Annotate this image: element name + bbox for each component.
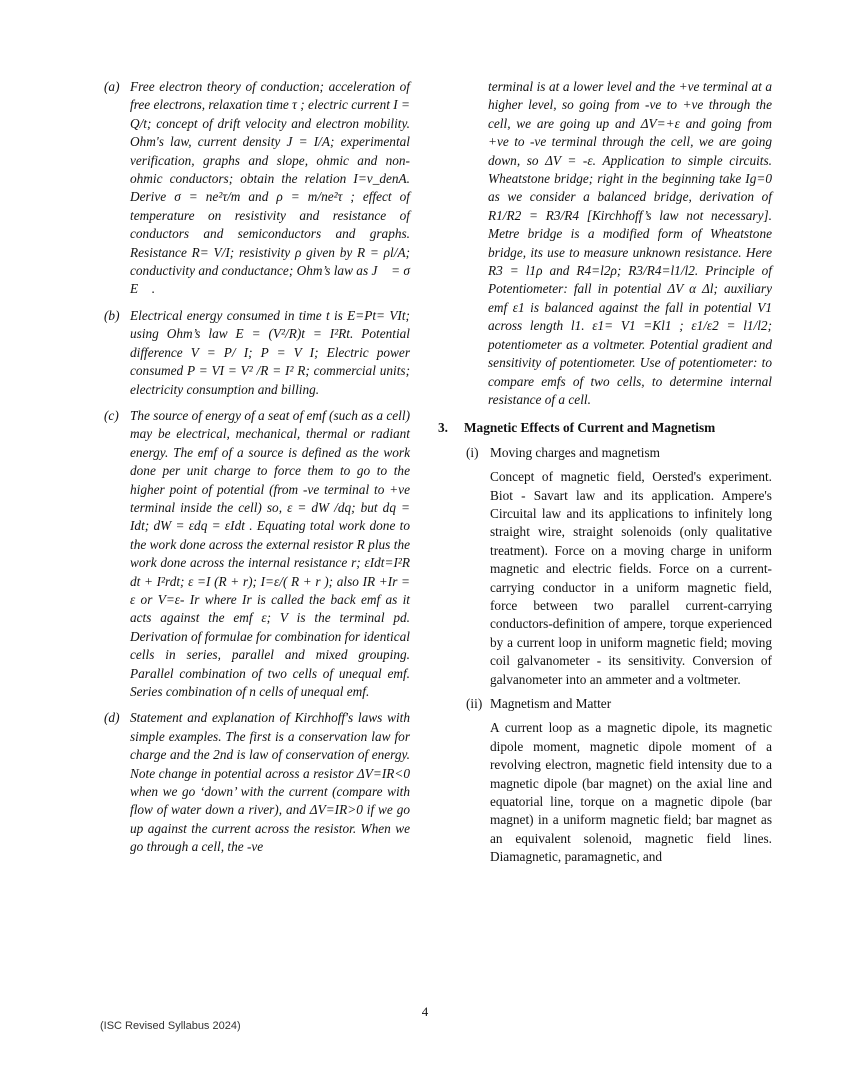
- subsection-label: (i): [466, 444, 479, 460]
- right-column: [438, 78, 772, 873]
- subsection-heading-i: [466, 444, 772, 462]
- list-item-c: [104, 407, 410, 702]
- subsection-text-i: Concept of magnetic field, Oersted's experiment. Biot - Savart law and its application. Ampere's Circuital law and its applications to infinitely long straight wire, straight solenoids (only qualitative treatment). Force on a moving charge in uniform magnetic and electric fields. Force on a current-carrying conductor in a uniform magnetic field, force between two parallel current-carrying conductors-definition of ampere, torque experienced by a current loop in uniform magnetic field; moving coil galvanometer - its sensitivity. Conversion of galvanometer into an ammeter and a voltmeter.: [490, 469, 772, 687]
- list-item-d: [104, 709, 410, 856]
- item-label: (c): [104, 407, 119, 423]
- subsection-heading-ii: [466, 695, 772, 713]
- item-text: Electrical energy consumed in time t is E=Pt= VIt; using Ohm’s law E = (V²/R)t = I²Rt. Potential difference V = P/ I; P = V I; Electric power consumed P = VI = V² /R = I² R; commercial units; electricity consumption and billing.: [130, 307, 410, 397]
- footer-text: (ISC Revised Syllabus 2024): [100, 1020, 241, 1032]
- section-title: Magnetic Effects of Current and Magnetism: [464, 420, 716, 436]
- list-item-a: [104, 78, 410, 299]
- left-column: [104, 78, 410, 865]
- continuation-paragraph: terminal is at a lower level and the +ve terminal at a higher level, so going from -ve to +ve through the cell, we are going up and ΔV=+ε and going from +ve to -ve terminal through the cell, we are going down, so ΔV = -ε. Application to simple circuits. Wheatstone bridge; right in the beginning take Ig=0 as we consider a balanced bridge, derivation of R1/R2 = R3/R4 [Kirchhoff’s law not necessary]. Metre bridge is a modified form of Wheatstone bridge, its use to measure unknown resistance. Here R3 = l1ρ and R4=l2ρ; R3/R4=l1/l2. Principle of Potentiometer: fall in potential ΔV α Δl; auxiliary emf ε1 is balanced against the fall in potential V1 across length l1. ε1= V1 =Kl1 ; ε1/ε2 = l1/l2; potentiometer as a voltmeter. Potential gradient and sensitivity of potentiometer. Use of potentiometer: to compare emfs of two cells, to determine internal resistance of a cell.: [488, 79, 772, 407]
- subsection-title: Moving charges and magnetism: [490, 444, 660, 460]
- section-heading: [438, 419, 772, 437]
- item-text: The source of energy of a seat of emf (such as a cell) may be electrical, mechanical, thermal or radiant energy. The emf of a source is defined as the work done per unit charge to force them to go to the higher point of potential (from -ve terminal to +ve terminal inside the cell) so, ε = dW /dq; but dq = Idt; dW = εdq = εIdt . Equating total work done to the work done across the external resistor R plus the work done across the internal resistance r; εIdt=I²R dt + I²rdt; ε =I (R + r); I=ε/( R + r ); also IR +Ir = ε or V=ε- Ir where Ir is called the back emf as it acts against the emf ε; V is the terminal pd. Derivation of formulae for combination for identical cells in series, parallel and mixed grouping. Parallel combination of two cells of unequal emf. Series combination of n cells of unequal emf.: [130, 407, 410, 699]
- item-label: (b): [104, 307, 120, 323]
- item-text: Statement and explanation of Kirchhoff's laws with simple examples. The first is a conservation law for charge and the 2nd is law of conservation of energy. Note change in potential across a resistor ΔV=IR<0 when we go ‘down’ with the current (compare with flow of water down a river), and ΔV=IR>0 if we go up against the current across the resistor. When we go through a cell, the -ve: [130, 710, 410, 855]
- item-label: (a): [104, 79, 120, 94]
- section-number: 3.: [438, 420, 448, 436]
- item-text: Free electron theory of conduction; acceleration of free electrons, relaxation time τ ; electric current I = Q/t; concept of drift velocity and electron mobility. Ohm's law, current density J = I/A; experimental verification, graphs and slope, ohmic and non-ohmic conductors; obtain the relation I=v_denA. Derive σ = ne²τ/m and ρ = m/ne²τ ; effect of temperature on resistivity and resistance of conductors and semiconductors and graphs. Resistance R= V/I; resistivity ρ given by R = ρl/A; conductivity and conductance; Ohm’s law as J⃗ = σ E⃗ .: [130, 79, 410, 297]
- item-label: (d): [104, 710, 120, 726]
- list-item-b: [104, 307, 410, 399]
- page-number: 4: [421, 1004, 429, 1019]
- subsection-text-ii: A current loop as a magnetic dipole, its magnetic dipole moment, magnetic dipole moment of a revolving electron, magnetic field intensity due to a magnetic dipole (bar magnet) on the axial line and equatorial line, torque on a magnetic dipole (bar magnet) in a uniform magnetic field; bar magnet as an equivalent solenoid, magnetic field lines. Diamagnetic, paramagnetic, and: [490, 720, 772, 865]
- subsection-label: (ii): [466, 696, 483, 711]
- subsection-title: Magnetism and Matter: [490, 696, 612, 711]
